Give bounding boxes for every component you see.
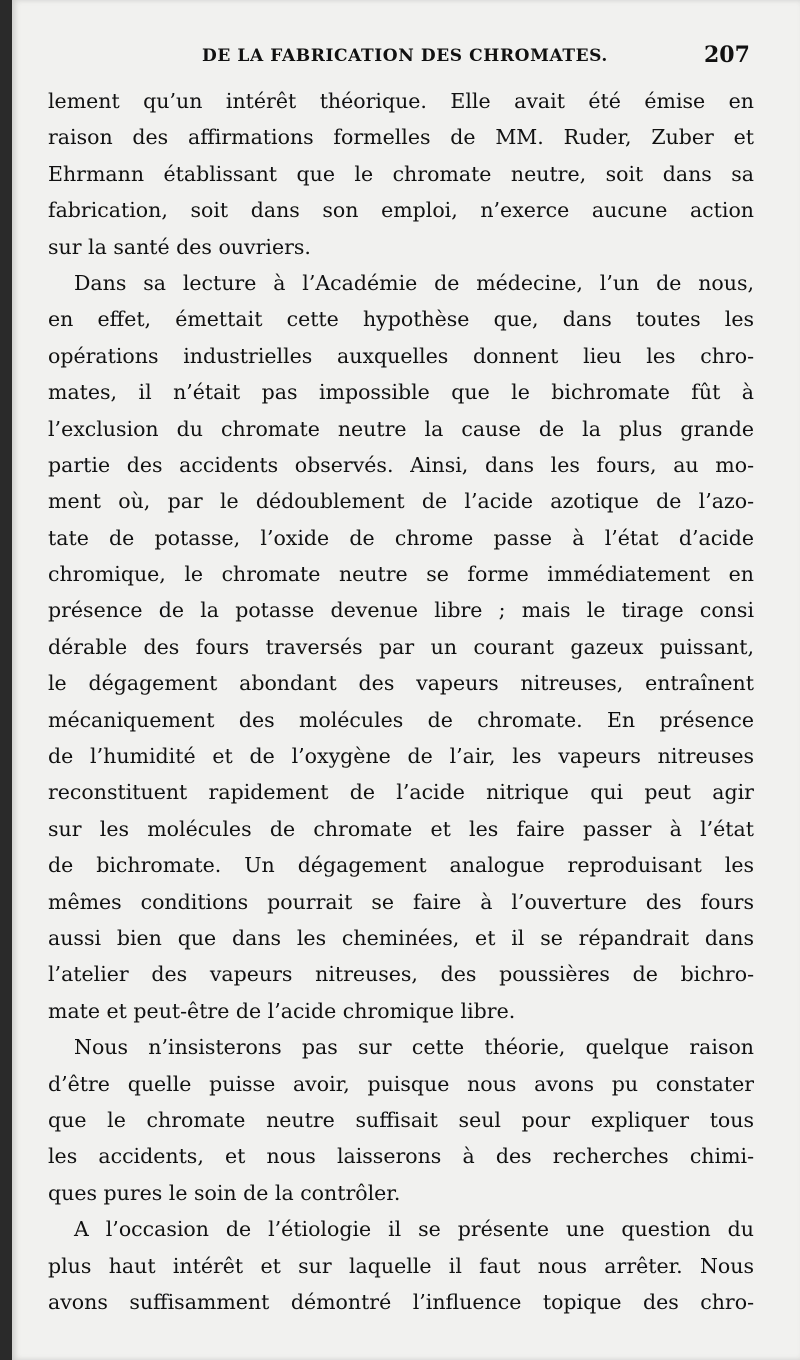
- text-line: sur les molécules de chromate et les faire passer à l’état: [48, 816, 754, 841]
- text-line: le dégagement abondant des vapeurs nitreuses, entraînent: [48, 671, 754, 696]
- page-header: [12, 42, 800, 72]
- page-number: 207: [704, 42, 750, 68]
- text-line: Ehrmann établissant que le chromate neutre, soit dans sa: [48, 161, 754, 186]
- running-head: DE LA FABRICATION DES CHROMATES.: [202, 46, 608, 66]
- text-line: plus haut intérêt et sur laquelle il faut nous arrêter. Nous: [48, 1253, 754, 1278]
- text-line: avons suffisamment démontré l’influence topique des chro-: [48, 1289, 754, 1314]
- text-line: de bichromate. Un dégagement analogue reproduisant les: [48, 853, 754, 878]
- text-line: que le chromate neutre suffisait seul pour expliquer tous: [48, 1107, 754, 1132]
- text-line: fabrication, soit dans son emploi, n’exerce aucune action: [48, 198, 754, 223]
- text-line: sur la santé des ouvriers.: [48, 234, 311, 259]
- text-line: tate de potasse, l’oxide de chrome passe à l’état d’acide: [48, 525, 754, 550]
- text-line: aussi bien que dans les cheminées, et il se répandrait dans: [48, 925, 754, 950]
- text-line: en effet, émettait cette hypothèse que, dans toutes les: [48, 307, 754, 332]
- text-line: d’être quelle puisse avoir, puisque nous avons pu constater: [48, 1071, 754, 1096]
- text-line: ques pures le soin de la contrôler.: [48, 1180, 401, 1205]
- text-line: Dans sa lecture à l’Académie de médecine, l’un de nous,: [74, 270, 754, 295]
- text-line: Nous n’insisterons pas sur cette théorie, quelque raison: [74, 1035, 754, 1060]
- text-line: mate et peut-être de l’acide chromique libre.: [48, 998, 516, 1023]
- text-line: dérable des fours traversés par un courant gazeux puissant,: [48, 634, 754, 659]
- text-line: ment où, par le dédoublement de l’acide azotique de l’azo-: [48, 489, 754, 514]
- text-line: mécaniquement des molécules de chromate. En présence: [48, 707, 754, 732]
- text-line: partie des accidents observés. Ainsi, dans les fours, au mo-: [48, 452, 754, 477]
- book-page: [12, 0, 800, 1360]
- text-line: l’exclusion du chromate neutre la cause de la plus grande: [48, 416, 754, 441]
- text-line: de l’humidité et de l’oxygène de l’air, les vapeurs nitreuses: [48, 744, 754, 769]
- body-text: [48, 83, 754, 1320]
- text-line: lement qu’un intérêt théorique. Elle avait été émise en: [48, 89, 754, 113]
- text-line: mates, il n’était pas impossible que le bichromate fût à: [48, 380, 754, 405]
- text-line: présence de la potasse devenue libre ; mais le tirage consi: [48, 598, 754, 623]
- text-line: reconstituent rapidement de l’acide nitrique qui peut agir: [48, 780, 754, 805]
- text-line: raison des affirmations formelles de MM. Ruder, Zuber et: [48, 125, 754, 150]
- text-line: A l’occasion de l’étiologie il se présente une question du: [74, 1217, 754, 1242]
- text-line: opérations industrielles auxquelles donnent lieu les chro-: [48, 343, 754, 368]
- text-line: chromique, le chromate neutre se forme immédiatement en: [48, 562, 754, 587]
- text-line: mêmes conditions pourrait se faire à l’ouverture des fours: [48, 889, 754, 914]
- text-line: les accidents, et nous laisserons à des recherches chimi-: [48, 1144, 754, 1169]
- text-line: l’atelier des vapeurs nitreuses, des poussières de bichro-: [48, 962, 754, 987]
